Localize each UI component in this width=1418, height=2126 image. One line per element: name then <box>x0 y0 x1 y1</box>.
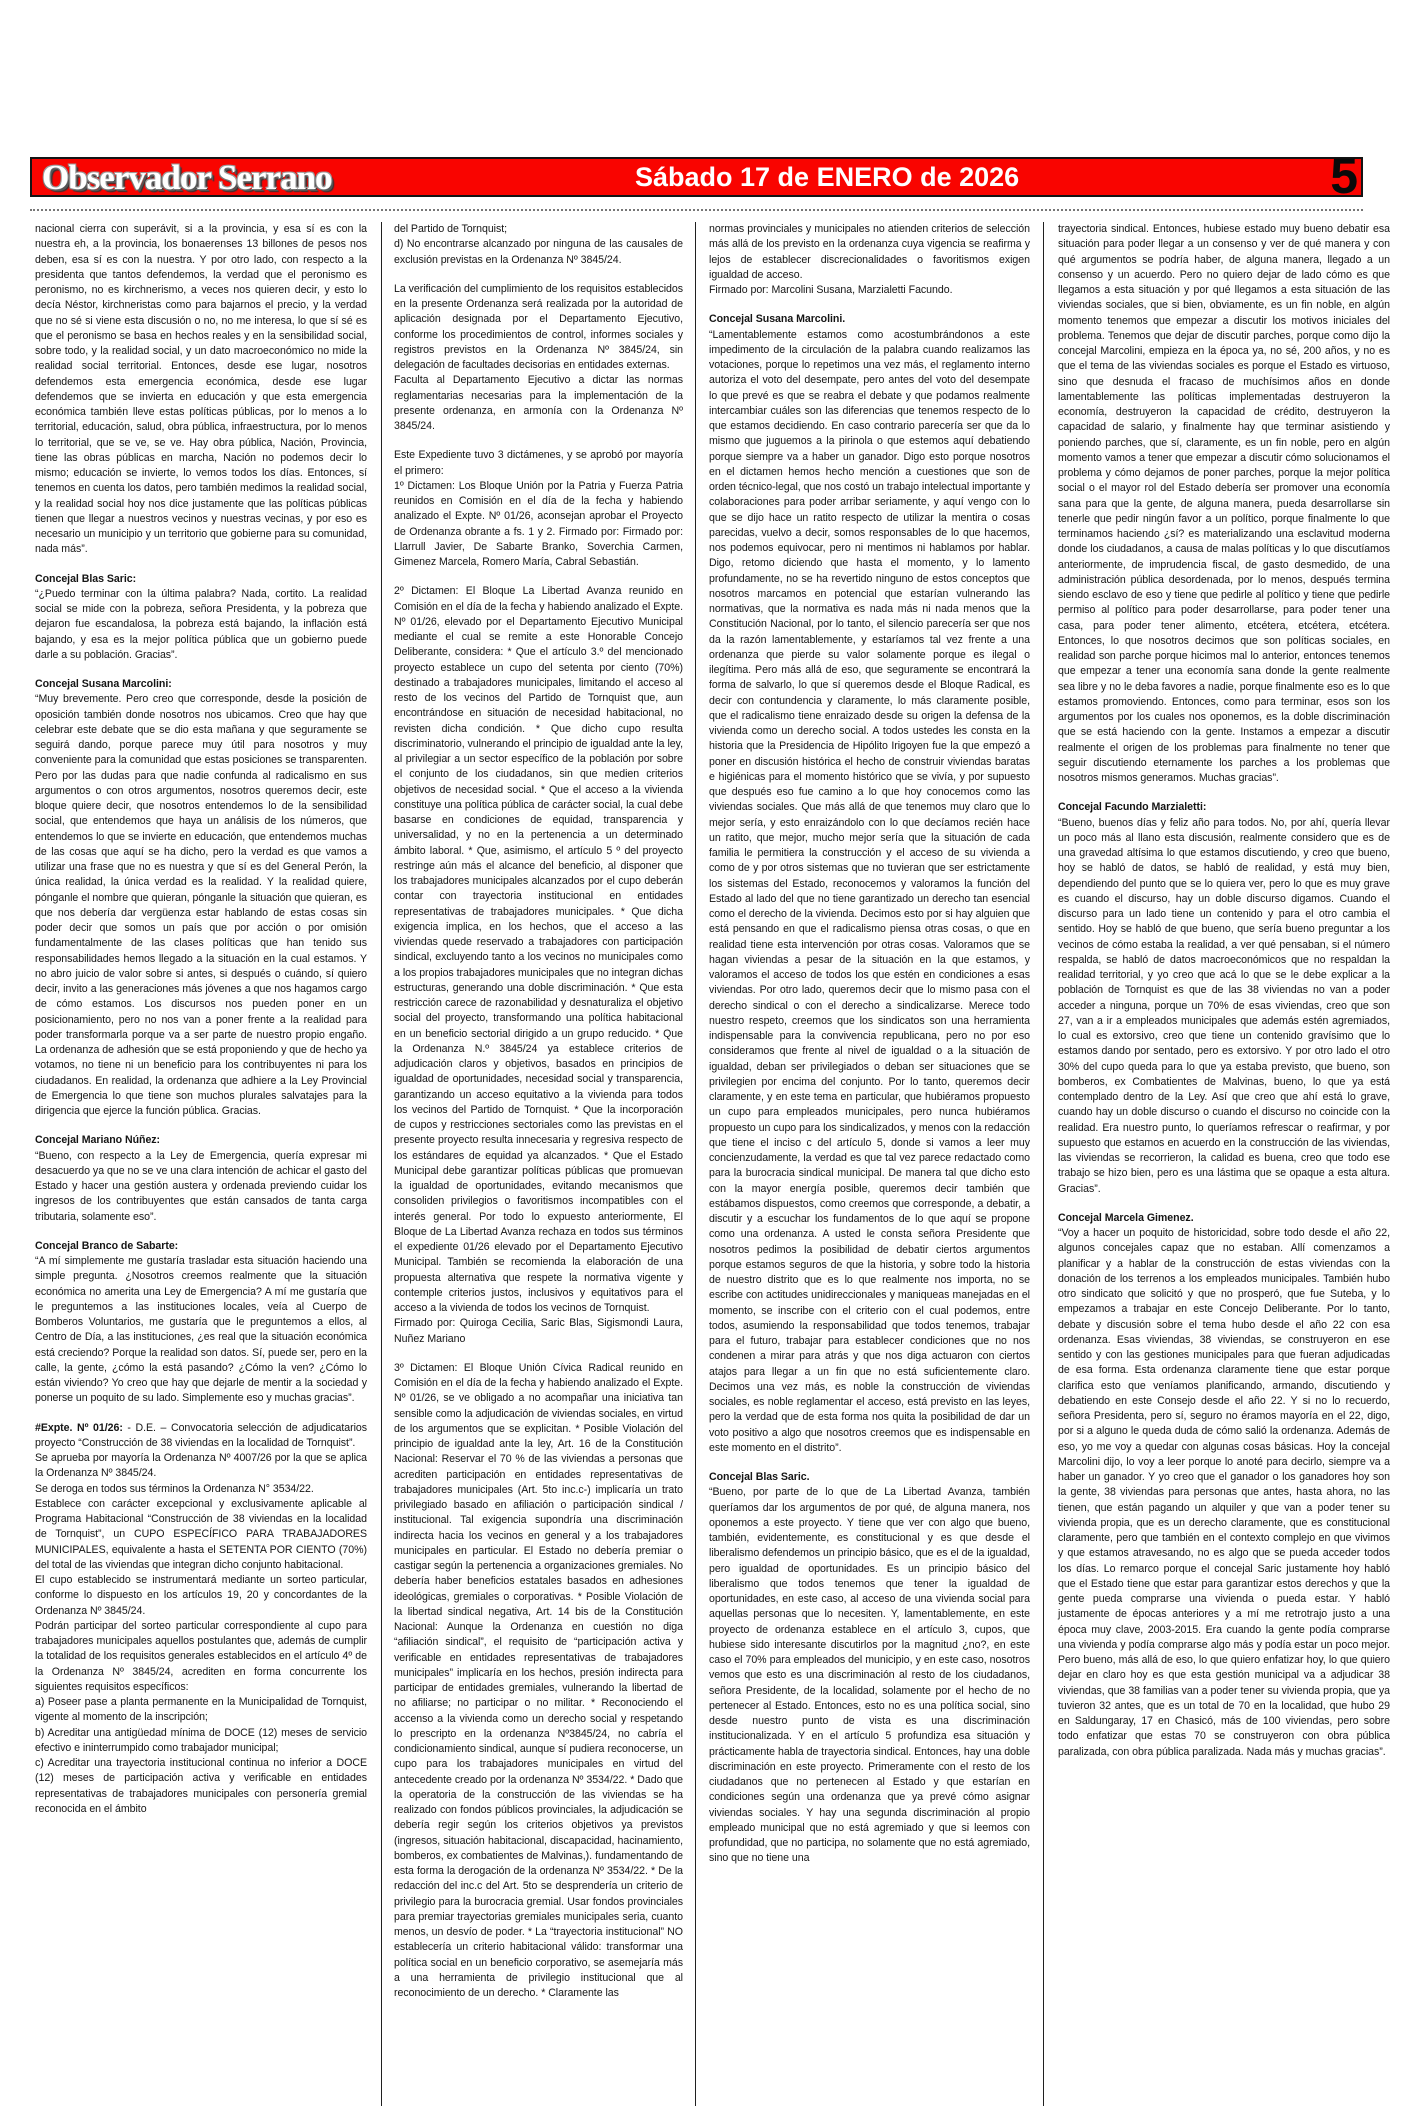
body-paragraph: “Bueno, buenos días y feliz año para todos. No, por ahí, quería llevar un poco más al llano esta discusión, realmente considero que es de una gravedad altísima lo que estamos discutiendo, y creo que bueno, hoy se habló de datos, se habló de realidad, y está muy bien, dependiendo del punto que se lo quiera ver, pero lo que es muy grave es cuando el discurso, hay un doble discurso digamos. Cuando el discurso para un lado tiene un contenido y para el otro cambia el sentido. Hoy se habló de que bueno, que sería bueno preguntar a los vecinos de cómo estaba la realidad, a ver qué pensaban, si el número respalda, se habló de datos macroeconómicos que no respaldan la realidad territorial, y yo creo que acá lo que se le debe explicar a la población de Tornquist es que de las 38 viviendas no van a poder acceder a ninguna, porque un 70% de esas viviendas, creo que son 27, van a ir a empleados municipales que además estén agremiados, lo cual es extorsivo, creo que tiene un contenido gravísimo que lo estamos dando por sentado, pero es extorsivo. Y por otro lado el otro 30% del cupo queda para lo que ya estaba previsto, que bueno, son bomberos, ex Combatientes de Malvinas, bueno, lo que ya está contemplado dentro de la Ley. Así que creo que ahí está lo grave, cuando hay un doble discurso o cuando el discurso no coincide con la realidad. Era nuestro punto, lo queríamos refrescar o reafirmar, y por supuesto que estamos en acuerdo en la construcción de las viviendas, las viviendas se recorrieron, la calidad es buena, creo que todo ese trabajo se hizo bien, pero es una lástima que se opaque a esta altura. Gracias”. <box>1058 816 1390 1195</box>
speaker-heading: Concejal Facundo Marzialetti: <box>1058 801 1207 814</box>
speaker-heading: Concejal Mariano Núñez: <box>35 1134 161 1147</box>
body-paragraph: #Expte. Nº 01/26: - D.E. – Convocatoria selección de adjudicatarios proyecto “Construcción de 38 viviendas en la localidad de Tornquist”. <box>35 1421 367 1449</box>
page-number: 5 <box>1330 148 1358 204</box>
edition-date: Sábado 17 de ENERO de 2026 <box>635 162 1020 192</box>
body-paragraph: 2º Dictamen: El Bloque La Libertad Avanza reunido en Comisión en el día de la fecha y habiendo analizado el Expte. Nº 01/26, elevado por el Departamento Ejecutivo Municipal mediante el cual se remite a este Honorable Concejo Deliberante, considera: * Que el artículo 3.º del mencionado proyecto establece un cupo del setenta por ciento (70%) destinado a trabajadores municipales, limitando el acceso al resto de los vecinos del Partido de Tornquist que, aun encontrándose en situación de necesidad habitacional, no revisten dicha condición. * Que dicho cupo resulta discriminatorio, vulnerando el principio de igualdad ante la ley, al privilegiar a un sector específico de la población por sobre el conjunto de los ciudadanos, sin que medien criterios objetivos de necesidad social. * Que el acceso a la vivienda constituye una política pública de carácter social, la cual debe basarse en condiciones de equidad, transparencia y universalidad, y no en la pertenencia a un determinado ámbito laboral. * Que, asimismo, el artículo 5 º del proyecto restringe aún más el alcance del beneficio, al disponer que los trabajadores municipales alcanzados por el cupo deberán contar con trayectoria institucional en entidades representativas de trabajadores municipales. * Que dicha exigencia implica, en los hechos, que el acceso a las viviendas quede reservado a trabajadores con participación sindical, excluyendo tanto a los vecinos no municipales como a los propios trabajadores municipales que no integran dichas estructuras, generando una doble discriminación. * Que esta restricción carece de razonabilidad y desnaturaliza el objetivo social del proyecto, transformando una política habitacional en un beneficio sectorial dirigido a un grupo reducido. * Que la Ordenanza N.º 3845/24 ya establece criterios de adjudicación claros y objetivos, basados en principios de igualdad de oportunidades, necesidad social y transparencia, garantizando un acceso equitativo a la vivienda para todos los vecinos del Partido de Tornquist. * Que la incorporación de cupos y restricciones sectoriales como las previstas en el presente proyecto resulta innecesaria y regresiva respecto de los estándares de equidad ya alcanzados. * Que el Estado Municipal debe garantizar políticas públicas que promuevan la igualdad de oportunidades, evitando mecanismos que consoliden privilegios o favoritismos incompatibles con el interés general. Por todo lo expuesto anteriormente, El Bloque de La Libertad Avanza rechaza en todos sus términos el expediente 01/26 elevado por el Departamento Ejecutivo Municipal. También se recomienda la elaboración de una propuesta alternativa que respete la normativa vigente y contemple criterios justos, inclusivos y equitativos para el acceso a la vivienda de todos los vecinos de Tornquist. <box>394 585 683 1314</box>
body-paragraph: “Muy brevemente. Pero creo que corresponde, desde la posición de oposición también donde nosotros nos ubicamos. Creo que hay que celebrar este debate que se dio esta mañana y que seguramente se seguirá dando, porque parece muy útil para nosotros y muy conveniente para la comunidad que estas posiciones se transparenten. Pero por las dudas para que nadie confunda al radicalismo en sus argumentos o con otros argumentos, nosotros queremos decir, este bloque quiere decir, que nosotros entendemos lo de la sensibilidad social, que entendemos que haya un análisis de los números, que entendemos lo que se invierte en educación, que entendemos muchas de las cosas que aquí se ha dicho, pero la verdad es que vamos a utilizar una frase que no es nuestra y que sí es del General Perón, la única realidad, la única verdad es la realidad. Y la realidad quiere, pónganle el nombre que quieran, pónganle la situación que quieran, es que nos debería dar vergüenza estar hablando de estas cosas sin poder decir que somos un país que por acción o por omisión fundamentalmente de las clases políticas que han tenido sus responsabilidades hemos llegado a la situación en la cual estamos. Y no abro juicio de valor sobre si antes, si después o cuándo, sí quiero decir, invito a las generaciones más jóvenes a que nos hagamos cargo de cómo estamos. Los discursos nos pueden poner en un posicionamiento, pero no nos van a poner frente a la realidad para poder transformarla porque va a ser parte de nuestro propio engaño. La ordenanza de adhesión que se está proponiendo y que de hecho ya votamos, no tiene ni un beneficio para los contribuyentes ni para los ciudadanos. En realidad, la ordenanza que adhiere a la Ley Provincial de Emergencia lo que tiene son muchos plurales salvatajes para la dirigencia que ejerce la función pública. Gracias. <box>35 693 367 1117</box>
body-paragraph: c) Acreditar una trayectoria institucional continua no inferior a DOCE (12) meses de participación activa y verificable en entidades representativas de trabajadores municipales con personería gremial reconocida en el ámbito <box>35 1757 367 1815</box>
body-paragraph: Se deroga en todos sus términos la Ordenanza N° 3534/22. <box>35 1482 314 1495</box>
body-paragraph: del Partido de Tornquist; <box>394 223 508 235</box>
body-paragraph: b) Acreditar una antigüedad mínima de DOCE (12) meses de servicio efectivo e ininterrumpido como trabajador municipal; <box>35 1726 367 1754</box>
speaker-heading: Concejal Blas Saric: <box>35 572 137 585</box>
body-paragraph: “Lamentablemente estamos como acostumbrándonos a este impedimento de la circulación de la palabra cuando realizamos las votaciones, porque lo repetimos una vez más, el reglamento interno autoriza el voto del desempate, pero antes del voto del desempate lo que prevé es que se reabra el debate y que podamos realmente intercambiar cuáles son las diferencias que tenemos respecto de lo que estamos decidiendo. En caso contrario parecería ser que da lo mismo que juguemos a la pirinola o que estemos aquí debatiendo porque siempre va a haber un ganador. Digo esto porque nosotros en el dictamen hemos hecho mención a cuestiones que son de orden técnico-legal, que nos costó un trabajo intelectual importante y colaboraciones para poder arribar seriamente, y aquí vengo con lo que se dijo hace un ratito respecto de utilizar la mentira o cosas parecidas, vuelvo a decir, somos responsables de lo que hacemos, nos podemos equivocar, pero ni mentimos ni hablamos por hablar. Digo, retomo diciendo que hasta el momento, y lo lamento profundamente, no se ha revertido ninguno de estos conceptos que nosotros marcamos en potencial que estarían vulnerando las normativas, que la normativa es nada más ni nada menos que la Constitución Nacional, por lo tanto, el silencio parecería ser que nos da la razón lamentablemente, y estaríamos tal vez frente a una ordenanza que pierde su valor solamente porque es ilegal o ilegítima. Pero más allá de eso, que seguramente se encontrará la forma de salvarlo, lo que sí queremos desde el Bloque Radical, es decir con contundencia y claramente, lo más claramente posible, que el radicalismo tiene enraizado desde su origen la defensa de la vivienda como un derecho social. A todos ustedes les consta en la historia que la Presidencia de Hipólito Irigoyen fue la que empezó a poner en discusión histórica el hecho de construir viviendas baratas e higiénicas para el momento histórico que se vivía, y por supuesto que después eso fue camino a lo que hoy conocemos como las viviendas sociales. Que más allá de que tenemos muy claro que lo mejor sería, y esto enraizándolo con lo que decíamos recién hace un ratito, que mejor, mucho mejor sería que la situación de cada familia le permitiera la construcción y el acceso de su vivienda a como de y por otros sistemas que no tuvieran que ser estrictamente los sistemas del Estado, reconocemos y valoramos la función del Estado al lado del que no tiene garantizado un derecho tan esencial como el derecho de la vivienda. Decimos esto por si hay alguien que está pensando en que el radicalismo piensa otras cosas, o que en realidad tiene esta intervención por otras cosas. Valoramos que se hagan viviendas a pesar de la situación en la que estamos, y valoramos el acceso de todos los que estén en condiciones a esas viviendas. Por otro lado, queremos decir que lo mismo pasa con el derecho sindical o con el derecho a sindicalizarse. Merece todo nuestro respeto, creemos que los sindicatos son una herramienta indispensable para la convivencia republicana, pero no por eso consideramos que frente al nivel de igualdad o a la situación de igualdad, deban ser privilegiados o deban ser situaciones que se privilegien por encima del conjunto. Por lo tanto, queremos decir claramente, y en este tema en particular, que hubiéramos propuesto un cupo para empleados municipales, pero nunca hubiéramos propuesto un cupo para los sindicalizados, y menos con la redacción que tiene el inciso c del artículo 5, donde si vamos a leer muy concienzudamente, la verdad es que tal vez parece redactado como para la burocracia sindical municipal. De manera tal que dicho esto con la mayor energía posible, queremos decir también que estábamos dispuestos, como creemos que corresponde, a debatir, a discutir y a escuchar los fundamentos de lo que aquí se propone como una ordenanza. A usted le consta señora Presidente que nosotros pedimos la posibilidad de debatir ciertos argumentos porque estamos seguros de que la historia, y sobre todo la historia de nuestro distrito que es lo que realmente nos importa, no se escribe con actitudes unidireccionales y maniqueas manejadas en el momento, se inscribe con el criterio con el cual podemos, entre todos, asumiendo la responsabilidad que todos tenemos, trabajar para el futuro, trabajar para establecer condiciones que no nos condenen a mirar para atrás y que nos diga actuaron con ciertos atajos para llegar a un fin que no está suficientemente claro. Decimos una vez más, es noble la construcción de viviendas sociales, es noble reglamentar el acceso, está previsto en las leyes, pero la verdad que de esta forma nos quita la posibilidad de dar un voto positivo a algo que nosotros creemos que es indispensable en este momento en el distrito”. <box>709 328 1030 1454</box>
body-paragraph: Firmado por: Quiroga Cecilia, Saric Blas, Sigismondi Laura, Nuñez Mariano <box>394 1317 683 1345</box>
speaker-heading: Concejal Marcela Gimenez. <box>1058 1211 1194 1224</box>
body-paragraph: nacional cierra con superávit, si a la provincia, y esa sí es con la nuestra eh, a la provincia, los bonaerenses 13 billones de pesos nos deben, esa sí es con la nuestra. Y por otro lado, con respecto a la presidenta que tantos defendemos, la verdad que el peronismo es peronismo, no es kirchnerismo, a veces nos quieren decir, y esto lo decía Néstor, kirchneristas como para bajarnos el precio, y la verdad que no sé si viene esta discusión o no, no me interesa, lo que sí sé es que el peronismo se basa en hechos reales y en la sensibilidad social, sobre todo, y la realidad social, y un dato macroeconómico no mide la realidad social territorial. Entonces, desde ese lugar, nosotros defendemos esta emergencia económica, desde ese lugar defendemos que se invierta en educación y que esta emergencia económica también lleve estas políticas públicas, por lo menos a lo territorial, educación, salud, obra pública, infraestructura, por lo menos lo territorial, que se ve, se ve. Hay obra pública, Nación, Provincia, tiene las obras públicas en marcha, Nación no podemos decir lo mismo; educación se invierte, lo vemos todos los días. Entonces, sí tenemos en cuenta los datos, pero también medimos la realidad social, y la realidad social hoy nos dice justamente que las políticas públicas tienen que llegar a nuestros vecinos y nuestras vecinas, y por eso es necesario un municipio y un territorio que gobierne para su comunidad, nada más”. <box>35 223 367 556</box>
column-4 <box>1043 222 1390 2106</box>
speaker-heading: Concejal Blas Saric. <box>709 1471 810 1483</box>
body-paragraph: normas provinciales y municipales no atienden criterios de selección más allá de los previsto en la ordenanza cuya vigencia se reafirma y lejos de establecer discrecionalidades o favoritismos exigen igualdad de acceso. <box>709 223 1030 281</box>
body-paragraph: Faculta al Departamento Ejecutivo a dictar las normas reglamentarias necesarias para la implementación de la presente ordenanza, en armonía con la Ordenanza Nº 3845/24. <box>394 374 683 432</box>
body-paragraph: El cupo establecido se instrumentará mediante un sorteo particular, conforme lo dispuesto en los artículos 19, 20 y concordantes de la Ordenanza Nº 3845/24. <box>35 1574 367 1617</box>
body-paragraph: “A mí simplemente me gustaría trasladar esta situación haciendo una simple pregunta. ¿Nosotros creemos realmente que la situación económica no amerita una Ley de Emergencia? A mí me gustaría que le preguntemos a las instituciones locales, veía al Cuerpo de Bomberos Voluntarios, me gustaría que le preguntemos a ellos, al Centro de Día, a las instituciones, ¿es real que la situación económica está creciendo? Porque la realidad son datos. Sí, puede ser, pero en la calle, la gente, ¿cómo la está pasando? ¿Cómo la ven? ¿Cómo lo están viviendo? Yo creo que hay que dejarle de mentir a la sociedad y ponerse un poquito de su lado. Simplemente eso y muchas gracias”. <box>35 1255 367 1405</box>
body-paragraph: 1º Dictamen: Los Bloque Unión por la Patria y Fuerza Patria reunidos en Comisión en el día de la fecha y habiendo analizado el Expte. Nº 01/26, aconsejan aprobar el Proyecto de Ordenanza obrante a fs. 1 y 2. Firmado por: Firmado por: Llarrull Javier, De Sabarte Branko, Soverchia Carmen, Gimenez Marcela, Romero María, Cabral Sebastián. <box>394 479 683 568</box>
body-paragraph: Se aprueba por mayoría la Ordenanza Nº 4007/26 por la que se aplica la Ordenanza Nº 3845/24. <box>35 1452 367 1480</box>
header-divider-rule <box>30 209 1363 211</box>
body-paragraph: Establece con carácter excepcional y exclusivamente aplicable al Programa Habitacional “Construcción de 38 viviendas en la localidad de Tornquist”, un CUPO ESPECÍFICO PARA TRABAJADORES MUNICIPALES, equivalente a hasta el SETENTA POR CIENTO (70%) del total de las viviendas que integran dicho conjunto habitacional. <box>35 1497 367 1571</box>
speaker-heading: Concejal Susana Marcolini: <box>35 678 172 690</box>
body-paragraph: Podrán participar del sorteo particular correspondiente al cupo para trabajadores municipales aquellos postulantes que, además de cumplir la totalidad de los requisitos generales establecidos en el artículo 4º de la Ordenanza Nº 3845/24, acrediten en forma concurrente los siguientes requisitos específicos: <box>35 1619 367 1693</box>
body-paragraph: d) No encontrarse alcanzado por ninguna de las causales de exclusión previstas en la Ordenanza Nº 3845/24. <box>394 238 683 266</box>
article-columns <box>35 222 1390 2106</box>
body-paragraph: Firmado por: Marcolini Susana, Marzialetti Facundo. <box>709 284 953 296</box>
expediente-number: #Expte. Nº 01/26: <box>35 1421 123 1434</box>
body-paragraph: 3º Dictamen: El Bloque Unión Cívica Radical reunido en Comisión en el día de la fecha y habiendo analizado el Expte. Nº 01/26, se ve obligado a no acompañar una iniciativa tan sensible como la adjudicación de viviendas sociales, en virtud de los argumentos que se explicitan. * Posible Violación del principio de igualdad ante la ley, Art. 16 de la Constitución Nacional: Reservar el 70 % de las viviendas a personas que acrediten participación en entidades representativas de trabajadores municipales (Art. 5to inc.c-) implicaría un trato privilegiado basado en afiliación o participación sindical / institucional. Tal exigencia supondría una discriminación indirecta hacia los vecinos en general y a los trabajadores municipales en particular. El Estado no debería premiar o castigar según la pertenencia a organizaciones gremiales. No debería haber beneficios estatales basados en adhesiones ideológicas, gremiales o corporativas. * Posible Violación de la libertad sindical negativa, Art. 14 bis de la Constitución Nacional: Aunque la Ordenanza en cuestión no diga “afiliación sindical”, el requisito de “participación activa y verificable en entidades representativas de trabajadores municipales” implicaría en los hechos, presión indirecta para participar de entidades gremiales, vulnerando la libertad de no afiliarse; no participar o no militar. * Reconociendo el accenso a la vivienda como un derecho social y respetando lo prescripto en la ordenanza Nº3845/24, no cabría el condicionamiento sindical, aunque sí pudiera reconocerse, un cupo para los trabajadores municipales en virtud del antecedente creado por la ordenanza Nº 3534/22. * Dado que la operatoria de la construcción de las viviendas se ha realizado con fondos públicos provinciales, la adjudicación se debería regir según los criterios objetivos ya previstos (ingresos, situación habitacional, discapacidad, hacinamiento, bomberos, ex combatientes de Malvinas,). fundamentando de esta forma la derogación de la ordenanza Nº 3534/22. * De la redacción del inc.c del Art. 5to se desprendería un criterio de privilegio para la burocracia gremial. Usar fondos provinciales para premiar trayectorias gremiales municipales seria, cuanto menos, un desvío de poder. * La “trayectoria institucional” NO establecería un criterio habitacional válido: transformar una política social en un beneficio corporativo, se asemejaría más a una herramienta de privilegio institucional que al reconocimiento de un derecho. * Claramente las <box>394 1361 683 1999</box>
speaker-heading: Concejal Susana Marcolini. <box>709 313 846 326</box>
body-paragraph: “¿Puedo terminar con la última palabra? Nada, cortito. La realidad social se mide con la pobreza, señora Presidenta, y la pobreza que dejaron fue escandalosa, la pobreza está bajando, la inflación está bajando, y esa es la mejor política pública que un gobierno puede darle a su población. Gracias”. <box>35 587 367 661</box>
column-3 <box>695 222 1043 2106</box>
body-paragraph: a) Poseer pase a planta permanente en la Municipalidad de Tornquist, vigente al momento de la inscripción; <box>35 1696 367 1724</box>
masthead <box>30 148 1363 204</box>
speaker-heading: Concejal Branco de Sabarte: <box>35 1239 179 1252</box>
body-paragraph: “Bueno, con respecto a la Ley de Emergencia, quería expresar mi desacuerdo ya que no se ve una clara intención de achicar el gasto del Estado y hacer una gestión austera y ordenada previendo cuidar los ingresos de los contribuyentes que están cansados de tanta carga tributaria, solamente eso”. <box>35 1149 367 1223</box>
column-1 <box>35 222 381 2106</box>
column-2 <box>381 222 695 2106</box>
body-paragraph: “Voy a hacer un poquito de historicidad, sobre todo desde el año 22, algunos concejales capaz que no estaban. Allí comenzamos a planificar y a hablar de la construcción de estas viviendas con la donación de los terrenos a los empleados municipales. También hubo otro sindicato que solicitó y que no prosperó, que fue Suteba, y lo empezamos a trabajar en este Concejo Deliberante. Por lo tanto, debate y discusión sobre el tema hubo desde el año 22 con esa ordenanza. Esas viviendas, 38 viviendas, se construyeron en ese sentido y con las gestiones municipales para que fueran adjudicadas de esa forma. Esta ordenanza claramente tiene que estar porque clarifica esto que veníamos planificando, armando, discutiendo y debatiendo en este Consejo desde el año 22. Y si no lo recuerdo, señora Presidenta, pero sí, seguro no éramos mayoría en el 22, digo, por si a alguno le queda duda de cómo salió la ordenanza. Además de eso, yo me voy a quedar con algunas cosas básicas. Hoy la concejal Marcolini dijo, lo voy a leer porque lo anoté para decirlo, siempre va a haber un ganador. Y yo creo que el ganador o los ganadores hoy son la gente, 38 viviendas para personas que antes, hasta ahora, no las tienen, que están pagando un alquiler y que van a poder tener su vivienda propia, que es un derecho claramente, que es constitucional claramente, pero que también en el contexto complejo en que vivimos y que estamos atravesando, no es algo que se pueda acceder todos los días. Lo remarco porque el concejal Saric justamente hoy habló que el Estado tiene que estar para garantizar estos derechos y que la gente pueda comprarse una vivienda o pueda estar. Y habló justamente de épocas anteriores y a mí me retrotrajo justo a una época muy clave, 2003-2015. Era cuando la gente podía comprarse una vivienda y podía comprarse algo más y podía estar un poco mejor. Pero bueno, más allá de eso, lo que quiero enfatizar hoy, lo que quiero dejar en claro hoy es que esta gestión municipal va a adjudicar 38 viviendas, que 38 familias van a poder tener su vivienda propia, que ya tuvieron 32 antes, que es un total de 70 en la localidad, que hubo 29 en Saldungaray, 17 en Chasicó, más de 100 viviendas, pero sobre todo enfatizar que estas 70 se construyeron con obra pública paralizada, con obra pública paralizada. Nada más y muchas gracias”. <box>1058 1227 1390 1758</box>
body-paragraph: Este Expediente tuvo 3 dictámenes, y se aprobó por mayoría el primero: <box>394 449 683 477</box>
newspaper-title: Observador Serrano <box>42 157 332 197</box>
body-paragraph: La verificación del cumplimiento de los requisitos establecidos en la presente Ordenanza será realizada por la autoridad de aplicación designada por el Departamento Ejecutivo, conforme los procedimientos de control, informes sociales y registros previstos en la Ordenanza Nº 3845/24, sin delegación de facultades decisorias en entidades externas. <box>394 282 683 371</box>
body-paragraph: trayectoria sindical. Entonces, hubiese estado muy bueno debatir esa situación para poder llegar a un consenso y ver de qué manera y con qué argumentos se podría haber, de alguna manera, llegado a un consenso y un acuerdo. Pero no quiero dejar de lado cómo es que llegamos a esta situación y por qué llegamos a esta situación de las viviendas sociales, que si bien, obviamente, es un fin noble, en algún momento tenemos que empezar a discutir los motivos iniciales del problema. Tenemos que dejar de discutir parches, porque como dijo la concejal Marcolini, empieza en la época ya, no sé, 200 años, y no es que el tema de las viviendas sociales es porque el Estado es virtuoso, sino que desnuda el fracaso de muchísimos años en donde lamentablemente las políticas implementadas destruyeron la economía, destruyeron la capacidad de crédito, destruyeron la capacidad de salario, y finalmente hay que terminar asistiendo y poniendo parches, que sí, claramente, es un fin noble, pero en algún momento vamos a tener que empezar a discutir cómo solucionamos el problema y cómo dejamos de poner parches, porque la mejor política social o el mayor rol del Estado debería ser promover una economía sana para que la gente, de alguna manera, pueda desarrollarse sin tenerle que pedir ningún favor a un político, porque finalmente lo que terminamos haciendo ¿sí? es materializando una esclavitud moderna donde los ciudadanos, a causa de malas políticas y lo que discutíamos anteriormente, de imprudencia fiscal, de gasto desmedido, de una administración pública desordenada, por lo menos, después termina siendo esclavo de eso y tiene que pedirle al político y tiene que pedirle permiso al político para poder desarrollarse, para poder tener una casa, para poder tener alimento, etcétera, etcétera, etcétera. Entonces, lo que nosotros decimos que son políticas sociales, en realidad son parche porque hicimos mal lo anterior, entonces tenemos que empezar a tener una economía sana donde la gente realmente sea libre y no le deba favores a nadie, porque finalmente eso es lo que estamos promoviendo. Entonces, como para terminar, esos son los argumentos por los cuales nos oponemos, es la doble discriminación que se está haciendo con la gente. Instamos a empezar a discutir realmente el origen de los problemas para finalmente no tener que seguir discutiendo eternamente los parches a los problemas que nosotros mismos generamos. Muchas gracias”. <box>1058 223 1390 784</box>
body-paragraph: “Bueno, por parte de lo que de La Libertad Avanza, también queríamos dar los argumentos de por qué, de alguna manera, nos oponemos a este proyecto. Y tiene que ver con algo que bueno, también, evidentemente, es constitucional y es que desde el liberalismo defendemos un principio básico, que es el de la igualdad, pero igualdad de oportunidades. Es un principio básico del liberalismo que todos tenemos que tener la igualdad de oportunidades, en este caso, al acceso de una vivienda social para aquellas personas que lo necesiten. Y, lamentablemente, en este proyecto de ordenanza establece en el artículo 3, cupos, que hubiese sido interesante discutirlos por la magnitud ¿no?, en este caso el 70% para empleados del municipio, y en este caso, nosotros vemos que esto es una discriminación al resto de los ciudadanos, señora Presidente, de la localidad, solamente por el hecho de no pertenecer al Estado. Entonces, esto no es una política social, sino desde nuestro punto de vista es una discriminación institucionalizada. Y en el artículo 5 profundiza esa situación y prácticamente habla de trayectoria sindical. Entonces, hay una doble discriminación en este proyecto. Primeramente con el resto de los ciudadanos que no pertenecen al Estado y que estarían en condiciones según una ordenanza que ya prevé cómo asignar viviendas sociales. Y hay una segunda discriminación al propio empleado municipal que no está agremiado y que si leemos con profundidad, que no participa, no solamente que no está agremiado, sino que no tiene una <box>709 1486 1030 1865</box>
